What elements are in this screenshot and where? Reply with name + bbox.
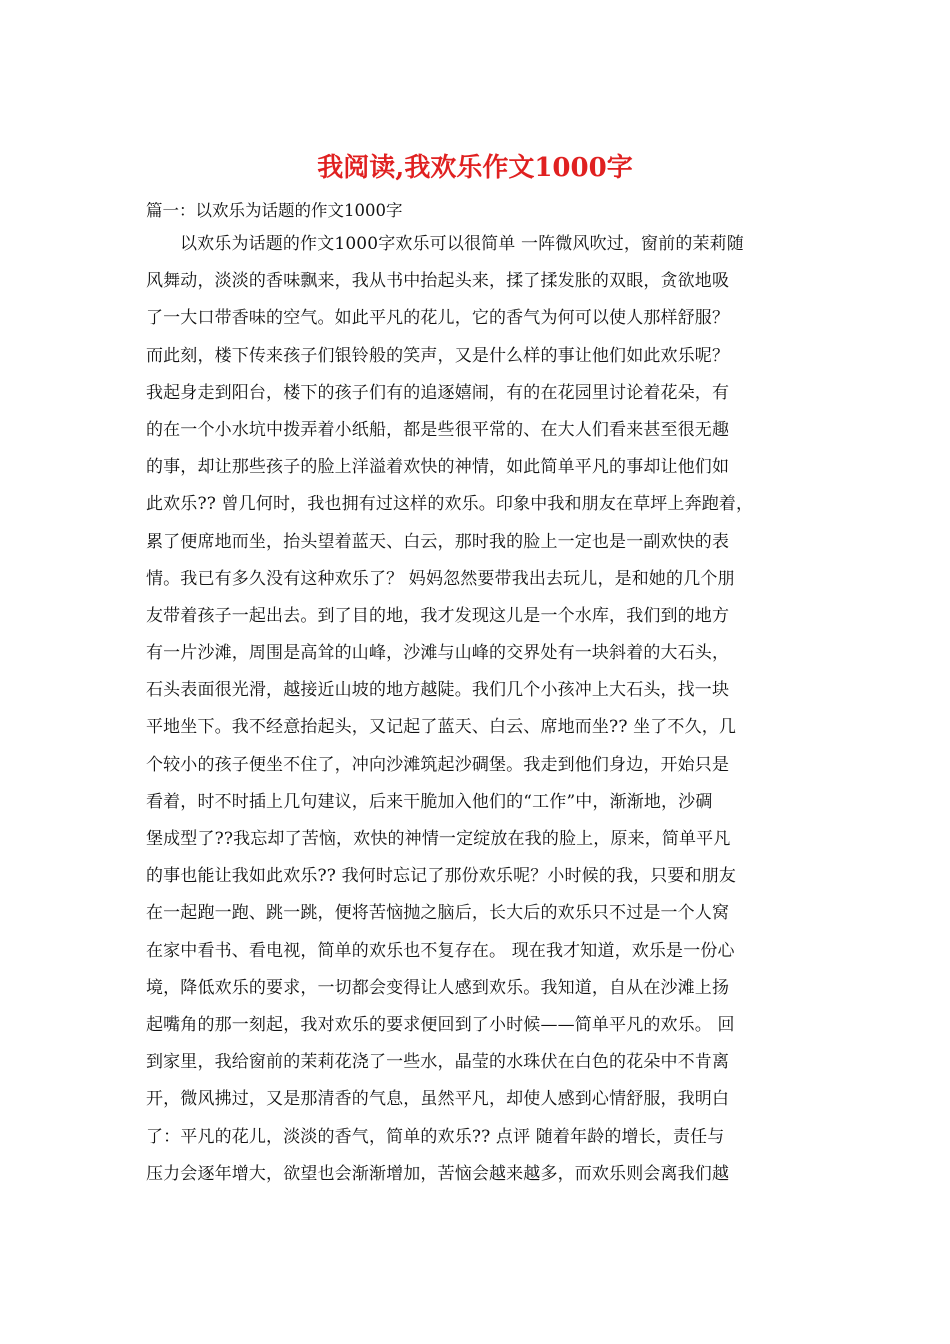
text-line: 而此刻，楼下传来孩子们银铃般的笑声，又是什么样的事让他们如此欢乐呢？: [146, 345, 730, 366]
text-line: 了一大口带香味的空气。如此平凡的花儿，它的香气为何可以使人那样舒服？: [146, 308, 730, 329]
text-line: 开，微风拂过，又是那清香的气息，虽然平凡，却使人感到心情舒服，我明白: [146, 1089, 730, 1110]
text-line: 以欢乐为话题的作文1000字欢乐可以很简单 一阵微风吹过，窗前的茉莉随: [180, 234, 744, 254]
body-text: [146, 226, 826, 1193]
text-line: 压力会逐年增大，欲望也会渐渐增加，苦恼会越来越多，而欢乐则会离我们越: [146, 1163, 730, 1184]
text-line: 起嘴角的那一刻起，我对欢乐的要求便回到了小时候——简单平凡的欢乐。 回: [146, 1014, 735, 1035]
text-line: 个较小的孩子便坐不住了，冲向沙滩筑起沙碉堡。我走到他们身边，开始只是: [146, 754, 730, 775]
text-line: 的在一个小水坑中拨弄着小纸船，都是些很平常的、在大人们看来甚至很无趣: [146, 419, 730, 440]
section-heading: 篇一：以欢乐为话题的作文1000字: [146, 201, 403, 220]
text-line: 的事也能让我如此欢乐?? 我何时忘记了那份欢乐呢？小时候的我，只要和朋友: [146, 866, 737, 887]
text-line: 到家里，我给窗前的茉莉花浇了一些水，晶莹的水珠伏在白色的花朵中不肯离: [146, 1052, 730, 1073]
text-line: 境，降低欢乐的要求，一切都会变得让人感到欢乐。我知道，自从在沙滩上扬: [146, 977, 730, 998]
text-line: 在一起跑一跑、跳一跳，便将苦恼抛之脑后，长大后的欢乐只不过是一个人窝: [146, 903, 730, 924]
text-line: 此欢乐?? 曾几何时，我也拥有过这样的欢乐。印象中我和朋友在草坪上奔跑着，: [146, 494, 754, 515]
text-line: 风舞动，淡淡的香味飘来，我从书中抬起头来，揉了揉发胀的双眼，贪欲地吸: [146, 271, 730, 292]
text-line: 堡成型了??我忘却了苦恼，欢快的神情一定绽放在我的脸上，原来，简单平凡: [146, 829, 731, 849]
document-title: 我阅读,我欢乐作文1000字: [317, 153, 633, 183]
text-line: 在家中看书、看电视，简单的欢乐也不复存在。 现在我才知道，欢乐是一份心: [146, 940, 735, 961]
text-line: 友带着孩子一起出去。到了目的地，我才发现这儿是一个水库，我们到的地方: [146, 605, 730, 626]
text-line: 了：平凡的花儿，淡淡的香气，简单的欢乐?? 点评 随着年龄的增长，责任与: [146, 1126, 725, 1147]
text-line: 累了便席地而坐，抬头望着蓝天、白云，那时我的脸上一定也是一副欢快的表: [146, 531, 730, 552]
text-line: 的事，却让那些孩子的脸上洋溢着欢快的神情，如此简单平凡的事却让他们如: [146, 457, 730, 478]
text-line: 有一片沙滩，周围是高耸的山峰，沙滩与山峰的交界处有一块斜着的大石头，: [146, 643, 730, 664]
text-line: 平地坐下。我不经意抬起头，又记起了蓝天、白云、席地而坐?? 坐了不久，几: [146, 717, 737, 738]
text-line: 情。我已有多久没有这种欢乐了？ 妈妈忽然要带我出去玩儿，是和她的几个朋: [146, 568, 735, 589]
text-line: 看着，时不时插上几句建议，后来干脆加入他们的“工作”中，渐渐地，沙碉: [146, 791, 713, 812]
text-line: 石头表面很光滑，越接近山坡的地方越陡。我们几个小孩冲上大石头，找一块: [146, 680, 730, 701]
text-line: 我起身走到阳台，楼下的孩子们有的追逐嬉闹，有的在花园里讨论着花朵，有: [146, 382, 730, 403]
